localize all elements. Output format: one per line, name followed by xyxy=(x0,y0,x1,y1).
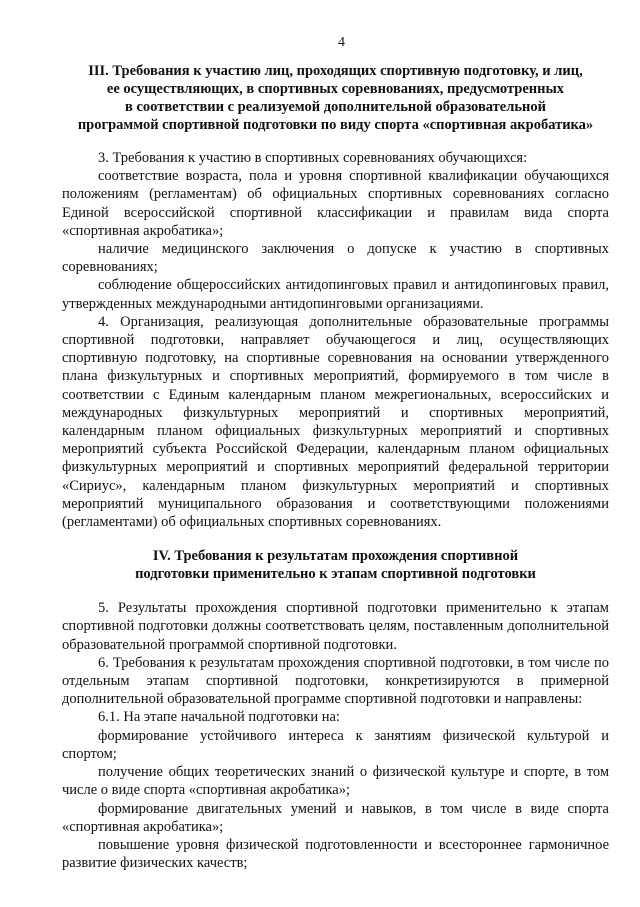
section-3-heading-line: программой спортивной подготовки по виду спорта «спортивная акробатика» xyxy=(77,117,594,133)
paragraph-medical-certificate: наличие медицинского заключения о допуске к участию в спортивных соревнованиях; xyxy=(62,241,609,276)
list-item: формирование двигательных умений и навыков, в том числе в виде спорта «спортивная акробатика»; xyxy=(62,800,609,835)
section-3-heading-line: III. Требования к участию лиц, проходящих спортивную подготовку, и лиц, xyxy=(88,63,583,79)
paragraph-item-6-1: 6.1. На этапе начальной подготовки на: xyxy=(98,709,340,726)
section-3-body xyxy=(62,149,609,531)
paragraph-item-4: 4. Организация, реализующая дополнительные образовательные программы спортивной подготовки, направляет обучающегося и лиц, осуществляющих спортивную подготовку, на спортивные соревнования на основании утвержденного плана физкультурных и спортивных мероприятий, формируемого в том числе в соответствии с Единым календарным планом межрегиональных, всероссийских и международных физкультурных мероприятий и спортивных мероприятий, календарным планом официальных физкультурных мероприятий и спортивных мероприятий субъекта Российской Федерации, календарным планом официальных физкультурных мероприятий и спортивных мероприятий федеральной территории «Сириус», календарным планом физкультурных мероприятий и спортивных мероприятий муниципального образования и соответствующими положениями (регламентами) об официальных спортивных соревнованиях. xyxy=(62,313,609,531)
list-item: получение общих теоретических знаний о физической культуре и спорте, в том числе о виде спорта «спортивная акробатика»; xyxy=(62,764,609,799)
section-3-heading-line: в соответствии с реализуемой дополнительной образовательной xyxy=(125,99,546,115)
list-item: формирование устойчивого интереса к занятиям физической культурой и спортом; xyxy=(62,727,609,762)
section-4-heading-line: подготовки применительно к этапам спортивной подготовки xyxy=(135,566,536,583)
section-4-heading xyxy=(62,547,609,583)
list-item: повышение уровня физической подготовленности и всестороннее гармоничное развитие физических качеств; xyxy=(62,836,609,872)
section-3-heading xyxy=(62,62,609,134)
section-4-heading-line: IV. Требования к результатам прохождения спортивной xyxy=(152,548,519,565)
paragraph-item-3: 3. Требования к участию в спортивных соревнованиях обучающихся: xyxy=(98,150,528,166)
paragraph-item-6: 6. Требования к результатам прохождения спортивной подготовки, в том числе по отдельным этапам спортивной подготовки, конкретизируются в примерной дополнительной образовательной программе спортивной подготовки и направлены: xyxy=(62,654,609,708)
section-3-heading-line: ее осуществляющих, в спортивных соревнованиях, предусмотренных xyxy=(106,81,565,97)
paragraph-age-sex-qualification: соответствие возраста, пола и уровня спортивной квалификации обучающихся положениям (регламентам) об официальных спортивных соревнованиях согласно Единой всероссийской спортивной классификации и правилам вида спорта «спортивная акробатика»; xyxy=(62,168,609,239)
paragraph-antidoping: соблюдение общероссийских антидопинговых правил и антидопинговых правил, утвержденных международными антидопинговыми организациями. xyxy=(62,277,609,312)
section-4-body xyxy=(62,599,609,872)
document-page xyxy=(62,34,609,872)
page-number: 4 xyxy=(338,35,345,50)
paragraph-item-5: 5. Результаты прохождения спортивной подготовки применительно к этапам спортивной подготовки должны соответствовать целям, поставленным дополнительной образовательной программой спортивной подготовки. xyxy=(62,600,609,653)
